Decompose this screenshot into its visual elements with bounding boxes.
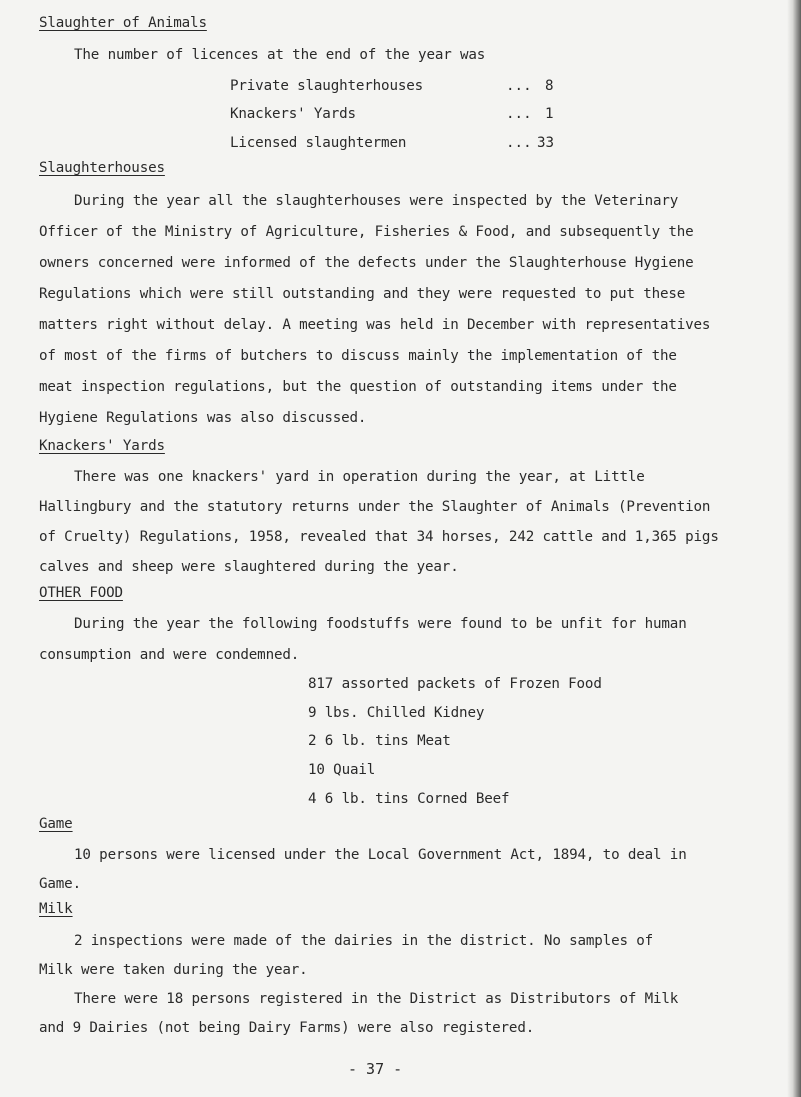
heading-milk: Milk [39,901,73,917]
paragraph-line: During the year the following foodstuffs were found to be unfit for human [74,616,687,632]
paragraph-line: There were 18 persons registered in the District as Distributors of Milk [74,991,679,1007]
paragraph-line: 2 inspections were made of the dairies in the district. No samples of [74,933,654,949]
paragraph-line: During the year all the slaughterhouses were inspected by the Veterinary [74,193,679,209]
paragraph-line: consumption and were condemned. [39,647,300,663]
paragraph-line: and 9 Dairies (not being Dairy Farms) were also registered. [39,1020,535,1036]
paragraph-line: meat inspection regulations, but the question of outstanding items under the [39,379,677,395]
licence-dots: ... [506,106,532,122]
condemned-food-item: 9 lbs. Chilled Kidney [308,705,485,721]
heading-slaughterhouses: Slaughterhouses [39,160,165,176]
paragraph-line: matters right without delay. A meeting was held in December with representatives [39,317,711,333]
paragraph-line: Milk were taken during the year. [39,962,308,978]
licences-intro: The number of licences at the end of the year was [74,47,486,63]
heading-other-food: OTHER FOOD [39,585,123,601]
paragraph-line: owners concerned were informed of the defects under the Slaughterhouse Hygiene [39,255,694,271]
paragraph-line: of Cruelty) Regulations, 1958, revealed that 34 horses, 242 cattle and 1,365 pigs [39,529,719,545]
paragraph-line: Hallingbury and the statutory returns under the Slaughter of Animals (Prevention [39,499,711,515]
heading-slaughter-of-animals: Slaughter of Animals [39,15,207,31]
condemned-food-item: 10 Quail [308,762,376,778]
heading-knackers-yards: Knackers' Yards [39,438,165,454]
paragraph-line: calves and sheep were slaughtered during the year. [39,559,459,575]
licence-value: 33 [537,135,555,151]
paragraph-line: Game. [39,876,81,892]
licence-label: Private slaughterhouses [230,78,424,94]
paragraph-line: Regulations which were still outstanding and they were requested to put these [39,286,686,302]
condemned-food-item: 2 6 lb. tins Meat [308,733,451,749]
scan-edge-shadow [787,0,801,1097]
paragraph-line: Hygiene Regulations was also discussed. [39,410,367,426]
paragraph-line: There was one knackers' yard in operation during the year, at Little [74,469,645,485]
licence-label: Licensed slaughtermen [230,135,407,151]
page-number: - 37 - [348,1060,403,1078]
paragraph-line: of most of the firms of butchers to discuss mainly the implementation of the [39,348,677,364]
licence-dots: ... [506,135,532,151]
licence-label: Knackers' Yards [230,106,356,122]
condemned-food-item: 817 assorted packets of Frozen Food [308,676,602,692]
licence-value: 1 [545,106,554,122]
heading-game: Game [39,816,73,832]
paragraph-line: Officer of the Ministry of Agriculture, Fisheries & Food, and subsequently the [39,224,694,240]
paragraph-line: 10 persons were licensed under the Local Government Act, 1894, to deal in [74,847,687,863]
licence-value: 8 [545,78,554,94]
condemned-food-item: 4 6 lb. tins Corned Beef [308,791,510,807]
licence-dots: ... [506,78,532,94]
